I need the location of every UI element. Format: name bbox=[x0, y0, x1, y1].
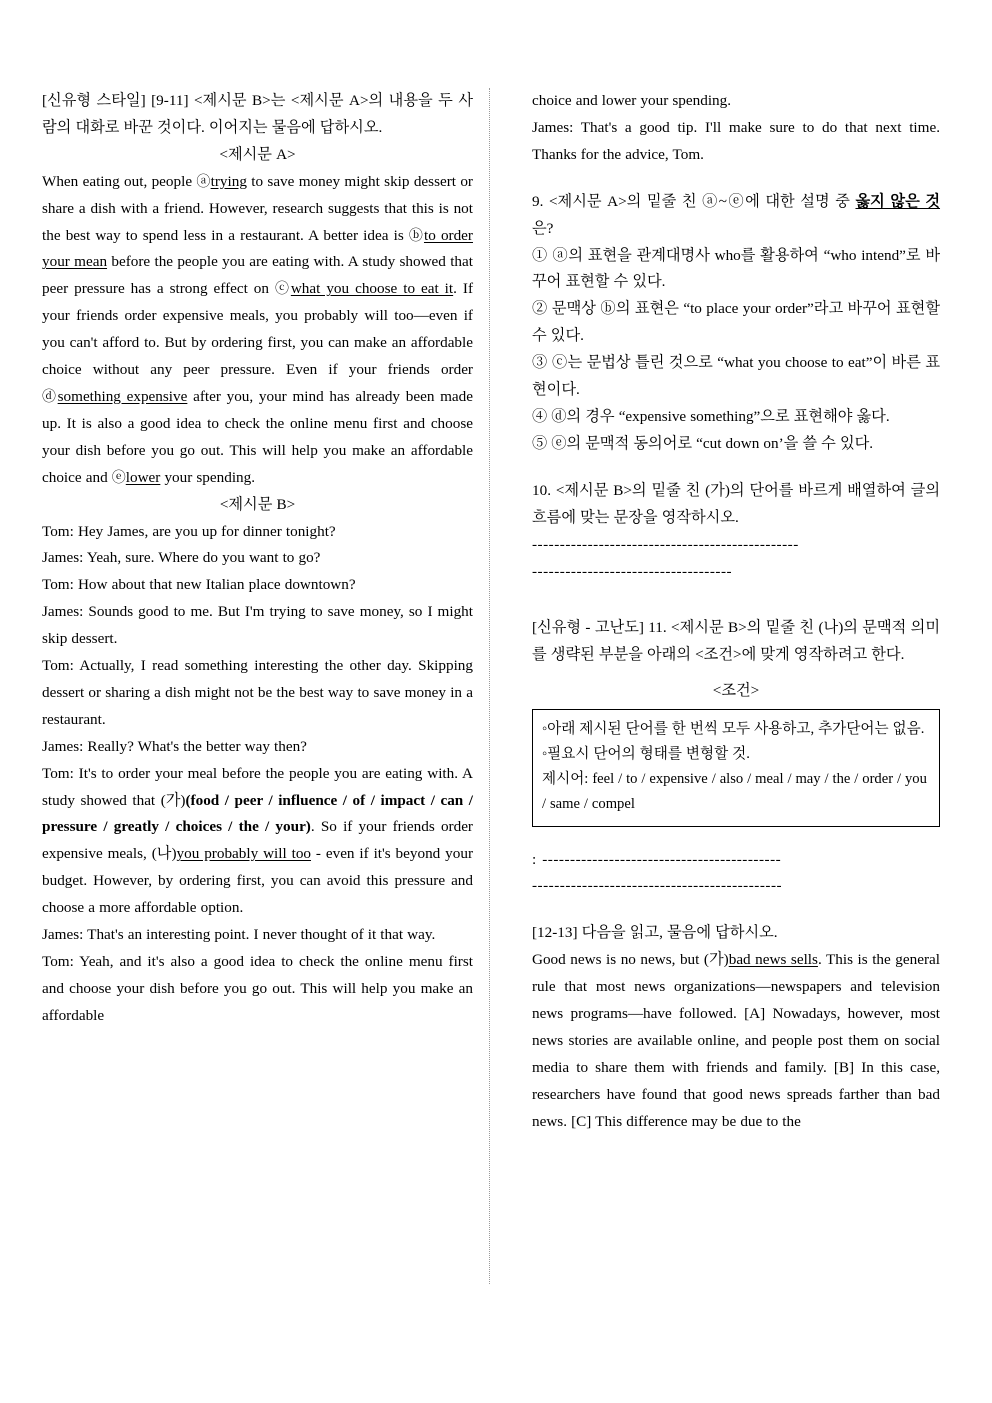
passage-a-seg6: your spending. bbox=[160, 468, 256, 486]
passage-a-body bbox=[42, 169, 473, 492]
q10-answer-line-1[interactable]: ------------------------------------------------ bbox=[532, 535, 799, 553]
passage-a-seg2: to save money might skip dessert or share a dish with a friend. However, research suggests that this is not the best way to spend less in a restaurant. A better idea is bbox=[42, 172, 473, 244]
underlined-na: you probably will too bbox=[176, 845, 312, 863]
q9-stem-pre: 9. <제시문 A>의 밑줄 친 ⓐ~ⓔ에 대한 설명 중 bbox=[532, 192, 856, 210]
underlined-c: what you choose to eat it bbox=[290, 280, 454, 298]
question-9-stem bbox=[532, 189, 940, 243]
condition-heading: <조건> bbox=[712, 682, 760, 700]
underlined-a: trying bbox=[210, 172, 247, 190]
passage-a-seg5: after you, your mind has already been made up. It is also a good idea to check the online menu first and choose your dish before you go out. This will help you make an affordable choice and bbox=[42, 387, 474, 486]
passage-a-seg3: before the people you are eating with. A study showed that peer pressure has a strong effect on bbox=[42, 253, 473, 298]
dialogue-7-post: - even if it's beyond your budget. However, by ordering first, you can avoid this pressure and choose a more affordable option. bbox=[42, 845, 473, 917]
dialogue-line-8: James: That's an interesting point. I never thought of it that way. bbox=[42, 926, 436, 944]
q11-answer-colon: : bbox=[532, 850, 537, 868]
passage-a-heading: <제시문 A> bbox=[219, 145, 296, 163]
condition-bullet-2: ◦필요시 단어의 형태를 변형할 것. bbox=[542, 746, 750, 763]
marker-e-icon: ⓔ bbox=[111, 469, 126, 486]
dialogue-7-pre: Tom: It's to order your meal before the people you are eating with. A study showed that bbox=[42, 764, 473, 809]
q9-choice-4[interactable]: ④ ⓓ의 경우 “expensive something”으로 표현해야 옳다. bbox=[532, 407, 890, 425]
spacer bbox=[532, 169, 940, 189]
scrambled-words-ga: (food / peer / influence / of / impact / can / pressure / greatly / choices / the / your) bbox=[42, 791, 473, 836]
dialogue-cont-line-1: choice and lower your spending. bbox=[532, 92, 732, 109]
condition-box bbox=[532, 709, 940, 826]
underlined-d: something expensive bbox=[57, 387, 188, 405]
passage-12-marker-ga: (가) bbox=[703, 951, 729, 969]
right-column bbox=[503, 88, 940, 1136]
word-bank-label: 제시어: bbox=[542, 771, 589, 788]
passage-12-pre: Good news is no news, but bbox=[532, 951, 704, 969]
q9-choice-3[interactable]: ③ ⓒ는 문법상 틀린 것으로 “what you choose to eat”이 바른 표현이다. bbox=[532, 354, 940, 399]
instruction-9-11: [신유형 스타일] [9-11] <제시문 B>는 <제시문 A>의 내용을 두 사람의 대화로 바꾼 것이다. 이어지는 물음에 답하시오. bbox=[42, 92, 473, 136]
dialogue-line-2: James: Yeah, sure. Where do you want to go? bbox=[42, 549, 321, 567]
passage-12-post: . This is the general rule that most news organizations—newspapers and television news programs—have followed. [A] Nowadays, however, most news stories are available online, and people post them on social media to share them with friends and family. [B] In this case, researchers have found that good news spreads farther than bad news. [C] This difference may be due to the bbox=[532, 951, 940, 1130]
word-bank-line-2: may / the / order / you / same / compel bbox=[542, 771, 927, 813]
marker-a-icon: ⓐ bbox=[196, 173, 211, 190]
dialogue-7-mid: . So if your friends order expensive meals, bbox=[42, 818, 473, 863]
marker-d-icon: ⓓ bbox=[42, 388, 58, 405]
spacer bbox=[532, 585, 940, 615]
question-11-stem: [신유형 - 고난도] 11. <제시문 B>의 밑줄 친 (나)의 문맥적 의미를 생략된 부분을 아래의 <조건>에 맞게 영작하려고 한다. bbox=[532, 619, 940, 664]
spacer bbox=[532, 827, 940, 847]
dialogue-line-9: Tom: Yeah, and it's also a good idea to check the online menu first and choose your dish before you go out. This will help you make an affordable bbox=[42, 953, 473, 1024]
q9-choice-2[interactable]: ② 문맥상 ⓑ의 표현은 “to place your order”라고 바꾸어 표현할 수 있다. bbox=[532, 300, 940, 345]
word-bank bbox=[542, 767, 930, 817]
instruction-12-13: [12-13] 다음을 읽고, 물음에 답하시오. bbox=[532, 924, 778, 942]
word-bank-line-1: feel / to / expensive / also / meal / bbox=[592, 771, 792, 788]
underlined-e: lower bbox=[125, 468, 161, 486]
left-column bbox=[42, 88, 479, 1030]
q9-choice-1[interactable]: ① ⓐ의 표현을 관계대명사 who를 활용하여 “who intend”로 바꾸어 표현할 수 있다. bbox=[532, 246, 940, 291]
spacer bbox=[532, 669, 940, 678]
q9-stem-emphasis: 옳지 않은 것 bbox=[855, 192, 941, 210]
q11-answer-line-2[interactable]: --------------------------------------------- bbox=[532, 877, 783, 895]
marker-c-icon: ⓒ bbox=[274, 281, 291, 298]
marker-b-icon: ⓑ bbox=[408, 227, 424, 244]
two-column-layout bbox=[42, 88, 950, 1303]
dialogue-line-7 bbox=[42, 761, 473, 922]
dialogue-line-5: Tom: Actually, I read something interesting the other day. Skipping dessert or sharing a dish might not be the best way to save money in a restaurant. bbox=[42, 657, 473, 728]
passage-b-heading: <제시문 B> bbox=[219, 495, 296, 513]
column-divider bbox=[489, 88, 491, 1284]
dialogue-line-3: Tom: How about that new Italian place downtown? bbox=[42, 576, 356, 594]
q9-choice-5[interactable]: ⑤ ⓔ의 문맥적 동의어로 “cut down on’을 쓸 수 있다. bbox=[532, 434, 874, 452]
passage-12-13-body bbox=[532, 947, 940, 1135]
spacer bbox=[532, 458, 940, 478]
q9-stem-post: 은? bbox=[532, 219, 554, 237]
question-10-stem: 10. <제시문 B>의 밑줄 친 (가)의 단어를 바르게 배열하여 글의 흐름에 맞는 문장을 영작하시오. bbox=[532, 481, 940, 526]
passage-a-seg1: When eating out, people bbox=[42, 172, 197, 190]
dialogue-cont-line-2: James: That's a good tip. I'll make sure to do that next time. Thanks for the advice, Tom. bbox=[532, 118, 940, 163]
underlined-b: to order your mean bbox=[42, 226, 473, 271]
q10-answer-line-2[interactable]: ------------------------------------ bbox=[532, 562, 733, 580]
passage-a-seg4: . If your friends order expensive meals, you probably will too—even if you can't afford to. But by ordering first, you can make an affordable choice without any peer pressure. Even if your friends order bbox=[42, 280, 474, 379]
condition-bullet-1: ◦아래 제시된 단어를 한 번씩 모두 사용하고, 추가단어는 없음. bbox=[542, 721, 925, 738]
dialogue-line-6: James: Really? What's the better way then? bbox=[42, 737, 307, 755]
marker-ga: (가) bbox=[160, 791, 186, 809]
q11-answer-line-1[interactable]: ------------------------------------------- bbox=[542, 850, 782, 868]
dialogue-line-4: James: Sounds good to me. But I'm trying to save money, so I might skip dessert. bbox=[42, 603, 473, 648]
q11-answer-row[interactable] bbox=[532, 847, 940, 874]
spacer bbox=[532, 900, 940, 920]
marker-na: (나) bbox=[151, 845, 177, 863]
dialogue-line-1: Tom: Hey James, are you up for dinner tonight? bbox=[42, 522, 336, 540]
passage-12-underlined: bad news sells bbox=[728, 951, 818, 969]
